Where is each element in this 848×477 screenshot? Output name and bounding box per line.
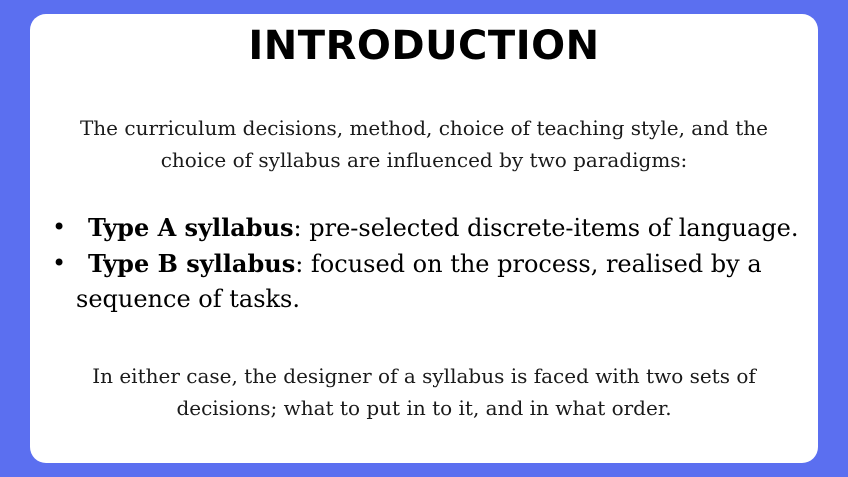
bullet-list xyxy=(52,210,812,317)
bullet-term: Type B syllabus xyxy=(88,249,296,278)
bullet-item-type-a xyxy=(52,210,812,246)
bullet-dot-icon: • xyxy=(52,249,67,277)
closing-paragraph xyxy=(30,360,818,424)
closing-line-1: In either case, the designer of a syllabus is faced with two sets of xyxy=(92,364,756,388)
bullet-dot-icon: • xyxy=(52,213,67,241)
intro-line-1: The curriculum decisions, method, choice of teaching style, and the xyxy=(79,116,769,140)
closing-line-2: decisions; what to put in to it, and in what order. xyxy=(176,396,672,420)
bullet-term: Type A syllabus xyxy=(88,213,294,242)
intro-paragraph xyxy=(30,112,818,176)
slide-title: INTRODUCTION xyxy=(248,23,600,69)
bullet-continuation xyxy=(52,282,812,317)
intro-line-2: choice of syllabus are influenced by two paradigms: xyxy=(160,148,688,172)
bullet-item-type-b xyxy=(52,246,812,282)
bullet-text: : focused on the process, realised by a xyxy=(295,250,762,278)
bullet-continuation-text: sequence of tasks. xyxy=(76,285,300,313)
bullet-text: : pre-selected discrete-items of language. xyxy=(293,214,799,242)
